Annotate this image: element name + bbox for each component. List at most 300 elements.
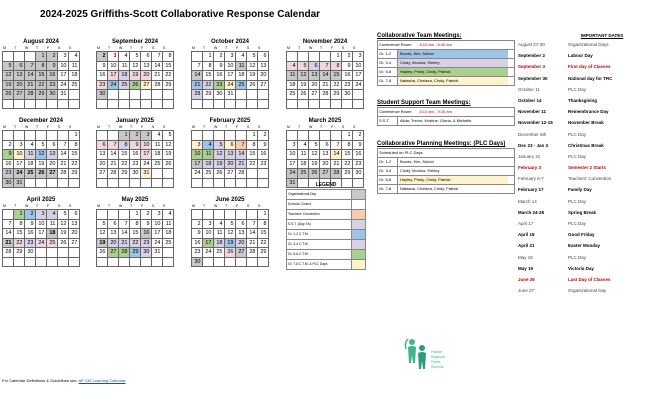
weekday-header	[191, 125, 269, 130]
empty-day-cell	[36, 100, 47, 110]
day-cell: 14	[331, 150, 342, 160]
empty-day-cell	[236, 90, 247, 100]
empty-day-cell	[108, 258, 119, 268]
month-6	[96, 117, 174, 188]
day-cell: 14	[320, 71, 331, 81]
day-cell: 8	[130, 220, 141, 230]
month-title: December 2024	[18, 118, 64, 124]
day-cell: 2	[353, 131, 364, 141]
weekday-label: S	[247, 46, 250, 50]
empty-day-cell	[108, 210, 119, 220]
day-cell: 1	[342, 131, 353, 141]
empty-day-cell	[108, 100, 119, 110]
empty-day-cell	[353, 90, 364, 100]
day-cell: 11	[69, 62, 80, 72]
day-cell: 10	[36, 220, 47, 230]
empty-day-cell	[163, 248, 174, 258]
important-date: January 31	[518, 153, 541, 159]
day-cell: 3	[152, 210, 163, 220]
weekday-label: T	[14, 125, 17, 129]
day-cell: 13	[258, 62, 269, 72]
day-cell: 5	[309, 141, 320, 151]
empty-day-cell	[69, 100, 80, 110]
day-cell: 12	[163, 141, 174, 151]
empty-day-cell	[225, 131, 236, 141]
day-cell: 20	[258, 71, 269, 81]
important-date: June 26	[518, 276, 535, 282]
day-cell: 16	[214, 71, 225, 81]
important-date: June 27	[518, 288, 535, 294]
day-cell: 31	[287, 179, 298, 189]
day-cell: 5	[225, 220, 236, 230]
legend-label: Gr. 5-6 C.T.M.	[287, 250, 352, 259]
legend-item	[286, 220, 366, 230]
day-cell: 28	[58, 169, 69, 179]
day-cell: 10	[225, 62, 236, 72]
day-cell: 15	[247, 150, 258, 160]
day-cell: 25	[47, 239, 58, 249]
weekday-label: S	[247, 125, 250, 129]
plc-row	[377, 167, 515, 176]
important-date: February 3	[518, 165, 542, 171]
empty-day-cell	[36, 179, 47, 189]
day-cell: 4	[69, 52, 80, 62]
day-cell: 20	[69, 229, 80, 239]
empty-day-cell	[192, 210, 203, 220]
weekday-label: M	[287, 46, 290, 50]
ctm-row	[377, 50, 515, 59]
weekday-label: M	[192, 46, 195, 50]
day-cell: 15	[119, 150, 130, 160]
weekday-label: T	[108, 125, 111, 129]
important-date: September 3	[518, 64, 546, 70]
day-cell: 3	[36, 210, 47, 220]
weekday-label: S	[58, 125, 61, 129]
month-grid	[191, 51, 269, 109]
team-members: Hayley, Pindy, Cindy, Patrick	[398, 68, 508, 76]
day-cell: 17	[108, 71, 119, 81]
important-date: May 16	[518, 254, 533, 260]
plc-row	[377, 176, 515, 185]
day-cell: 7	[320, 62, 331, 72]
day-cell: 19	[163, 150, 174, 160]
day-cell: 9	[214, 62, 225, 72]
important-event: Easter Monday	[568, 243, 601, 249]
important-date-row	[518, 151, 646, 162]
day-cell: 14	[152, 62, 163, 72]
day-cell: 2	[214, 52, 225, 62]
day-cell: 22	[203, 81, 214, 91]
empty-day-cell	[236, 210, 247, 220]
legend	[286, 182, 366, 270]
day-cell: 13	[97, 150, 108, 160]
day-cell: 5	[58, 210, 69, 220]
weekday-label: S	[58, 204, 61, 208]
empty-day-cell	[69, 248, 80, 258]
day-cell: 1	[130, 210, 141, 220]
empty-day-cell	[3, 210, 14, 220]
weekday-label: S	[353, 125, 356, 129]
day-cell: 5	[36, 141, 47, 151]
day-cell: 15	[14, 229, 25, 239]
empty-day-cell	[14, 100, 25, 110]
empty-day-cell	[3, 131, 14, 141]
day-cell: 17	[225, 71, 236, 81]
empty-day-cell	[119, 258, 130, 268]
day-cell: 2	[192, 220, 203, 230]
day-cell: 22	[69, 160, 80, 170]
day-cell: 25	[214, 248, 225, 258]
day-cell: 15	[36, 71, 47, 81]
day-cell: 14	[3, 229, 14, 239]
day-cell: 24	[287, 169, 298, 179]
day-cell: 21	[58, 160, 69, 170]
important-date: November 12-15	[518, 120, 553, 126]
month-title: March 2025	[308, 118, 342, 124]
legend-label: Schools Closed	[287, 200, 352, 209]
day-cell: 24	[141, 160, 152, 170]
day-cell: 25	[163, 239, 174, 249]
day-cell: 26	[309, 169, 320, 179]
day-cell: 17	[203, 239, 214, 249]
grade-label: Gr. 5-6	[378, 176, 398, 184]
day-cell: 18	[163, 229, 174, 239]
weekday-label: M	[97, 46, 100, 50]
day-cell: 6	[69, 210, 80, 220]
legend-swatch	[352, 260, 365, 269]
day-cell: 16	[3, 160, 14, 170]
weekday-label: W	[119, 204, 123, 208]
empty-day-cell	[258, 258, 269, 268]
day-cell: 19	[298, 81, 309, 91]
empty-day-cell	[203, 210, 214, 220]
day-cell: 31	[225, 90, 236, 100]
day-cell: 19	[214, 160, 225, 170]
day-cell: 7	[236, 141, 247, 151]
weekday-label: M	[3, 204, 6, 208]
legend-label: Gr. 3-4 C.T.M.	[287, 240, 352, 249]
day-cell: 2	[47, 52, 58, 62]
day-cell: 20	[309, 81, 320, 91]
day-cell: 12	[225, 229, 236, 239]
weekday-label: T	[225, 46, 228, 50]
day-cell: 18	[25, 160, 36, 170]
grade-label: Gr. 7-8	[378, 77, 398, 85]
weekday-label: T	[298, 46, 301, 50]
day-cell: 15	[163, 62, 174, 72]
day-cell: 13	[69, 220, 80, 230]
day-cell: 8	[342, 141, 353, 151]
important-event: Spring Break	[568, 209, 597, 215]
weekday-header	[2, 125, 80, 130]
day-cell: 2	[97, 52, 108, 62]
important-date: December 6th	[518, 131, 547, 137]
day-cell: 7	[331, 141, 342, 151]
day-cell: 6	[258, 52, 269, 62]
day-cell: 16	[353, 150, 364, 160]
day-cell: 21	[25, 81, 36, 91]
weekday-label: W	[214, 46, 218, 50]
month-5	[2, 117, 80, 188]
empty-day-cell	[225, 210, 236, 220]
day-cell: 21	[247, 239, 258, 249]
important-date: October 11	[518, 86, 540, 92]
weekday-label: F	[141, 204, 144, 208]
day-cell: 23	[3, 169, 14, 179]
important-date-row	[518, 129, 646, 140]
empty-day-cell	[225, 179, 236, 189]
empty-day-cell	[14, 258, 25, 268]
sst-title: Student Support Team Meetings:	[377, 100, 471, 106]
empty-day-cell	[309, 52, 320, 62]
empty-day-cell	[36, 258, 47, 268]
day-cell: 24	[353, 81, 364, 91]
day-cell: 15	[69, 150, 80, 160]
day-cell: 13	[47, 150, 58, 160]
weekday-label: W	[25, 204, 29, 208]
weekday-label: S	[69, 204, 72, 208]
weekday-label: W	[25, 46, 29, 50]
weekday-label: F	[141, 46, 144, 50]
day-cell: 7	[192, 62, 203, 72]
legend-swatch	[352, 210, 365, 219]
empty-day-cell	[203, 258, 214, 268]
month-4	[286, 38, 364, 109]
day-cell: 6	[236, 220, 247, 230]
weekday-label: M	[3, 125, 6, 129]
weekday-label: S	[69, 125, 72, 129]
empty-day-cell	[69, 90, 80, 100]
day-cell: 20	[97, 160, 108, 170]
day-cell: 8	[203, 62, 214, 72]
ctm-row	[377, 59, 515, 68]
day-cell: 30	[342, 90, 353, 100]
day-cell: 11	[152, 141, 163, 151]
month-title: August 2024	[23, 39, 59, 45]
important-date-row	[518, 252, 646, 263]
important-date: April 18	[518, 232, 535, 238]
empty-day-cell	[69, 258, 80, 268]
weekday-label: T	[203, 204, 206, 208]
grade-label: Gr. 1-2	[378, 50, 398, 58]
important-event: Victoria Day	[568, 265, 594, 271]
day-cell: 12	[36, 150, 47, 160]
weekday-label: T	[225, 125, 228, 129]
day-cell: 14	[58, 150, 69, 160]
day-cell: 1	[36, 52, 47, 62]
day-cell: 4	[287, 62, 298, 72]
important-event: November Break	[568, 120, 604, 126]
day-cell: 3	[108, 52, 119, 62]
important-dates-title: IMPORTANT DATES	[580, 33, 624, 38]
weekday-label: W	[214, 125, 218, 129]
month-11	[191, 196, 269, 267]
day-cell: 26	[3, 90, 14, 100]
day-cell: 13	[14, 71, 25, 81]
empty-day-cell	[58, 100, 69, 110]
weekday-label: T	[320, 46, 323, 50]
day-cell: 8	[163, 52, 174, 62]
plc-section	[377, 140, 515, 194]
important-date-row	[518, 162, 646, 173]
day-cell: 25	[298, 169, 309, 179]
day-cell: 18	[298, 160, 309, 170]
day-cell: 3	[14, 141, 25, 151]
day-cell: 22	[119, 160, 130, 170]
empty-day-cell	[47, 100, 58, 110]
important-date: February 6-7	[518, 176, 544, 182]
day-cell: 20	[320, 160, 331, 170]
empty-day-cell	[97, 131, 108, 141]
day-cell: 26	[58, 239, 69, 249]
day-cell: 24	[192, 169, 203, 179]
day-cell: 29	[258, 248, 269, 258]
day-cell: 6	[309, 62, 320, 72]
day-cell: 10	[203, 229, 214, 239]
month-7	[191, 117, 269, 188]
day-cell: 28	[320, 90, 331, 100]
day-cell: 27	[97, 169, 108, 179]
day-cell: 9	[97, 62, 108, 72]
weekday-header	[2, 46, 80, 51]
empty-day-cell	[203, 179, 214, 189]
empty-day-cell	[25, 131, 36, 141]
empty-day-cell	[236, 179, 247, 189]
day-cell: 8	[247, 141, 258, 151]
weekday-label: F	[141, 125, 144, 129]
weekday-label: T	[130, 46, 133, 50]
day-cell: 12	[3, 71, 14, 81]
empty-day-cell	[320, 100, 331, 110]
day-cell: 5	[214, 141, 225, 151]
weekday-label: T	[130, 204, 133, 208]
day-cell: 24	[14, 169, 25, 179]
day-cell: 8	[331, 62, 342, 72]
day-cell: 9	[342, 62, 353, 72]
important-event: PLC Day	[568, 153, 587, 159]
day-cell: 2	[141, 210, 152, 220]
day-cell: 18	[214, 239, 225, 249]
weekday-header	[286, 125, 364, 130]
empty-day-cell	[353, 100, 364, 110]
empty-day-cell	[298, 131, 309, 141]
weekday-label: F	[236, 125, 239, 129]
sst-time: 8:10 am - 9:15 am	[419, 109, 452, 114]
empty-day-cell	[97, 179, 108, 189]
footer	[2, 378, 126, 383]
empty-day-cell	[119, 179, 130, 189]
weekday-label: S	[152, 204, 155, 208]
weekday-label: W	[25, 125, 29, 129]
day-cell: 11	[236, 62, 247, 72]
team-members: Natasha, Chelsea, Cindy, Patrick	[398, 77, 508, 85]
day-cell: 1	[69, 131, 80, 141]
day-cell: 11	[163, 220, 174, 230]
day-cell: 18	[236, 71, 247, 81]
footer-link[interactable]: AP 130 Learning Calendar	[78, 378, 126, 383]
empty-day-cell	[14, 131, 25, 141]
empty-day-cell	[14, 52, 25, 62]
day-cell: 2	[25, 210, 36, 220]
empty-day-cell	[247, 100, 258, 110]
day-cell: 2	[342, 52, 353, 62]
day-cell: 11	[214, 229, 225, 239]
empty-day-cell	[119, 210, 130, 220]
empty-day-cell	[119, 100, 130, 110]
legend-item	[286, 189, 366, 200]
empty-day-cell	[108, 131, 119, 141]
important-event: Teachers' Convention	[568, 176, 612, 182]
month-title: October 2024	[210, 39, 250, 45]
team-members: Hayley, Pindy, Cindy, Patrick	[398, 176, 508, 184]
weekday-label: M	[97, 204, 100, 208]
day-cell: 20	[236, 239, 247, 249]
ctm-room-label: Conference Room	[379, 42, 412, 47]
day-cell: 4	[163, 210, 174, 220]
day-cell: 31	[141, 169, 152, 179]
empty-day-cell	[36, 248, 47, 258]
day-cell: 30	[97, 90, 108, 100]
day-cell: 14	[119, 229, 130, 239]
day-cell: 1	[119, 131, 130, 141]
day-cell: 2	[130, 131, 141, 141]
important-date: September 2	[518, 53, 546, 59]
day-cell: 23	[130, 160, 141, 170]
month-grid	[96, 209, 174, 267]
day-cell: 27	[309, 90, 320, 100]
day-cell: 12	[309, 150, 320, 160]
month-title: February 2025	[209, 118, 251, 124]
weekday-label: T	[36, 46, 39, 50]
day-cell: 10	[152, 220, 163, 230]
day-cell: 18	[203, 160, 214, 170]
day-cell: 28	[331, 169, 342, 179]
day-cell: 8	[69, 141, 80, 151]
day-cell: 1	[331, 52, 342, 62]
important-date-row	[518, 140, 646, 151]
day-cell: 26	[247, 81, 258, 91]
empty-day-cell	[130, 258, 141, 268]
day-cell: 25	[25, 169, 36, 179]
day-cell: 4	[152, 131, 163, 141]
important-event: Christmas Break	[568, 142, 604, 148]
important-event: Labour Day	[568, 53, 593, 59]
weekday-label: M	[97, 125, 100, 129]
empty-day-cell	[247, 258, 258, 268]
month-8	[286, 117, 364, 188]
day-cell: 7	[3, 220, 14, 230]
empty-day-cell	[3, 100, 14, 110]
legend-item	[286, 200, 366, 210]
empty-day-cell	[58, 131, 69, 141]
sst-row	[377, 117, 515, 126]
day-cell: 21	[320, 81, 331, 91]
day-cell: 14	[192, 71, 203, 81]
day-cell: 26	[225, 248, 236, 258]
day-cell: 20	[108, 239, 119, 249]
day-cell: 27	[47, 169, 58, 179]
important-event: National day for TRC	[568, 75, 613, 81]
weekday-label: F	[236, 46, 239, 50]
day-cell: 22	[14, 239, 25, 249]
day-cell: 13	[320, 150, 331, 160]
day-cell: 3	[141, 131, 152, 141]
important-date-row	[518, 274, 646, 285]
day-cell: 23	[25, 239, 36, 249]
weekday-label: W	[119, 125, 123, 129]
day-cell: 26	[36, 169, 47, 179]
month-9	[2, 196, 80, 267]
